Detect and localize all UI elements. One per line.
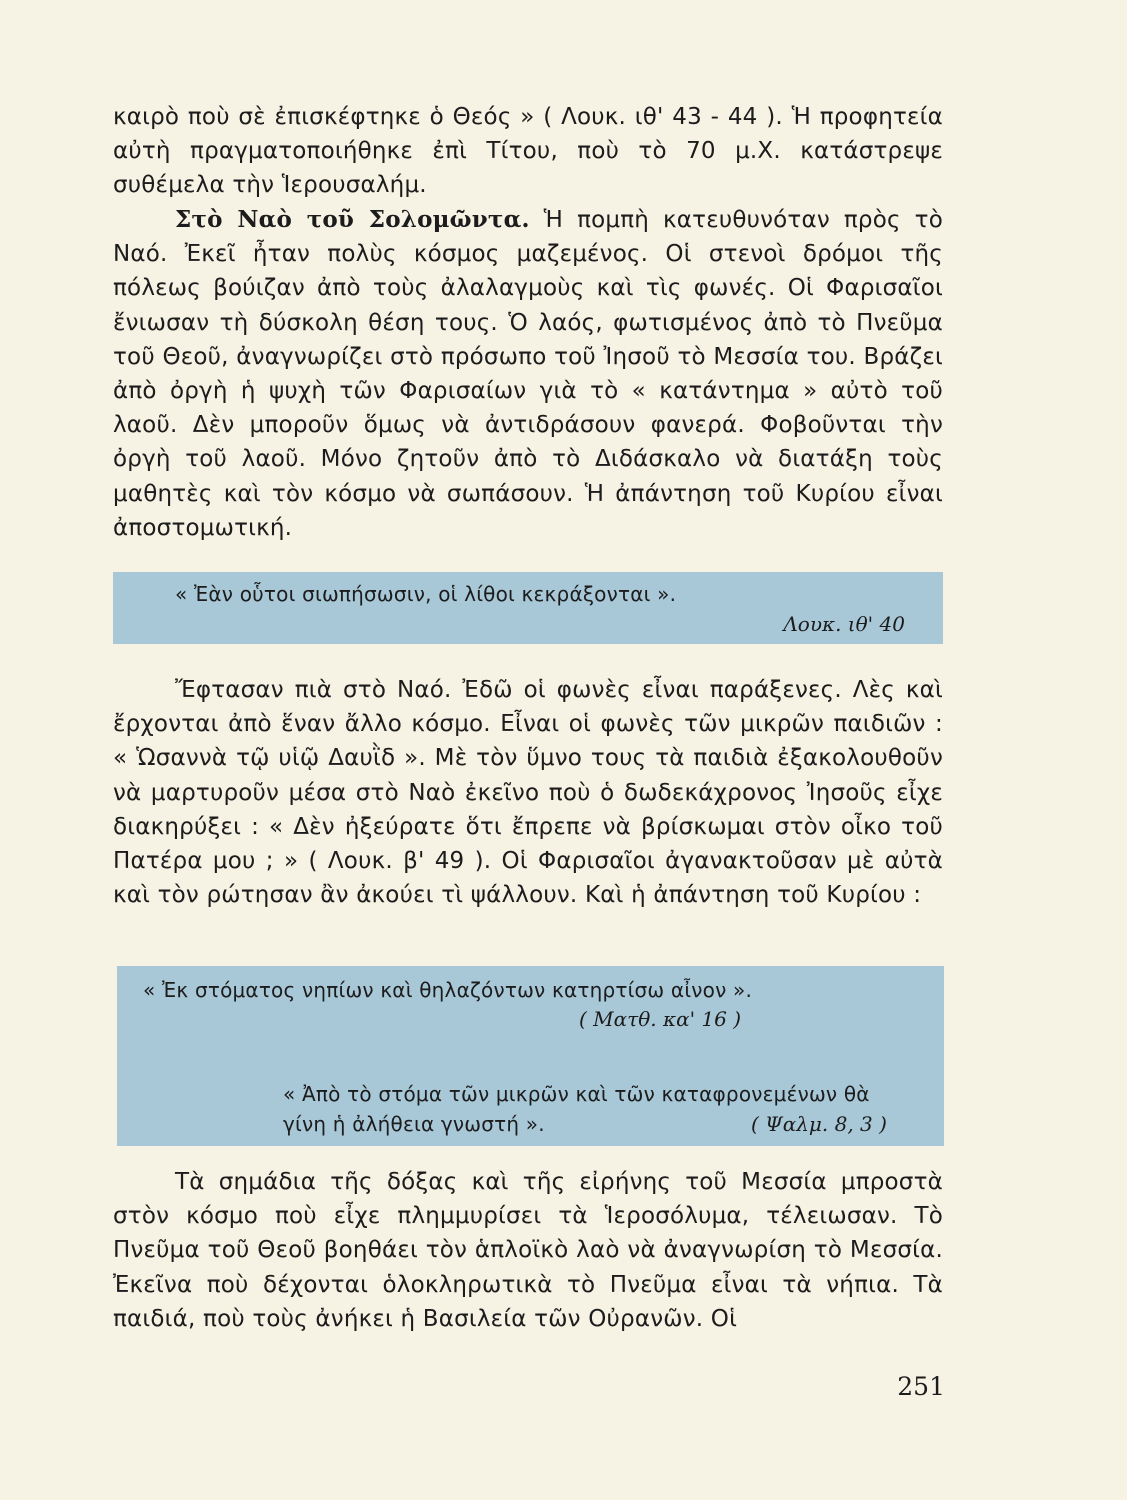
quote-2-reference: ( Ματθ. κα' 16 ) (579, 1007, 742, 1031)
quote-1-reference: Λουκ. ιθ' 40 (783, 612, 905, 636)
paragraph-4-text: Τὰ σημάδια τῆς δόξας καὶ τῆς εἰρήνης τοῦ Μεσσία μπροστὰ στὸν κόσμο ποὺ εἶχε πλημμυρίσει τὰ Ἱεροσόλυμα, τέλειωσαν. Τὸ Πνεῦμα τοῦ Θεοῦ βοηθάει τὸν ἁπλοϊκὸ λαὸ νὰ ἀναγνωρίση τὸ Μεσσία. Ἐκεῖνα ποὺ δέχονται ὁλοκληρωτικὰ τὸ Πνεῦμα εἶναι τὰ νήπια. Τὰ παιδιά, ποὺ τοὺς ἀνήκει ἡ Βασιλεία τῶν Οὐρανῶν. Οἱ (113, 1169, 943, 1332)
section-heading: Στὸ Ναὸ τοῦ Σολομῶντα. (175, 206, 530, 233)
paragraph-3 (113, 673, 943, 912)
page-number: 251 (897, 1372, 945, 1401)
quote-3-line-2: γίνη ἡ ἀλήθεια γνωστή ». (283, 1112, 545, 1136)
paragraph-2-text: Ἡ πομπὴ κατευθυνόταν πρὸς τὸ Ναό. Ἐκεῖ ἦταν πολὺς κόσμος μαζεμένος. Οἱ στενοὶ δρόμοι τῆς πόλεως βούιζαν ἀπὸ τοὺς ἀλαλαγμοὺς καὶ τὶς φωνές. Οἱ Φαρισαῖοι ἔνιωσαν τὴ δύσκολη θέση τους. Ὁ λαός, φωτισμένος ἀπὸ τὸ Πνεῦμα τοῦ Θεοῦ, ἀναγνωρίζει στὸ πρόσωπο τοῦ Ἰησοῦ τὸ Μεσσία του. Βράζει ἀπὸ ὀργὴ ἡ ψυχὴ τῶν Φαρισαίων γιὰ τὸ « κατάντημα » αὐτὸ τοῦ λαοῦ. Δὲν μποροῦν ὅμως νὰ ἀντιδράσουν φανερά. Φοβοῦνται τὴν ὀργὴ τοῦ λαοῦ. Μόνο ζητοῦν ἀπὸ τὸ Διδάσκαλο νὰ διατάξη τοὺς μαθητὲς καὶ τὸν κόσμο νὰ σωπάσουν. Ἡ ἀπάντηση τοῦ Κυρίου εἶναι ἀποστομωτική. (113, 207, 943, 541)
quote-3-reference: ( Ψαλμ. 8, 3 ) (751, 1112, 887, 1136)
quote-box-1 (113, 572, 943, 644)
paragraph-1 (113, 100, 943, 203)
quote-2-text: « Ἐκ στόματος νηπίων καὶ θηλαζόντων κατηρτίσω αἶνον ». (143, 978, 753, 1002)
paragraph-3-text: Ἔφτασαν πιὰ στὸ Ναό. Ἐδῶ οἱ φωνὲς εἶναι παράξενες. Λὲς καὶ ἔρχονται ἀπὸ ἕναν ἄλλο κόσμο. Εἶναι οἱ φωνὲς τῶν μικρῶν παιδιῶν : « Ὡσαννὰ τῷ υἱῷ Δαυῒδ ». Μὲ τὸν ὕμνο τους τὰ παιδιὰ ἐξακολουθοῦν νὰ μαρτυροῦν μέσα στὸ Ναὸ ἐκεῖνο ποὺ ὁ δωδεκάχρονος Ἰησοῦς εἶχε διακηρύξει : « Δὲν ἠξεύρατε ὅτι ἔπρεπε νὰ βρίσκωμαι στὸν οἶκο τοῦ Πατέρα μου ; » ( Λουκ. β' 49 ). Οἱ Φαρισαῖοι ἀγανακτοῦσαν μὲ αὐτὰ καὶ τὸν ρώτησαν ἂν ἀκούει τὶ ψάλλουν. Καὶ ἡ ἀπάντηση τοῦ Κυρίου : (113, 677, 943, 909)
paragraph-2 (113, 203, 943, 545)
quote-3-line-1: « Ἀπὸ τὸ στόμα τῶν μικρῶν καὶ τῶν καταφρονεμένων θὰ (283, 1082, 870, 1106)
quote-box-2 (117, 966, 944, 1146)
quote-1-text: « Ἐὰν οὗτοι σιωπήσωσιν, οἱ λίθοι κεκράξονται ». (175, 582, 677, 606)
paragraph-4 (113, 1165, 943, 1336)
paragraph-1-text: καιρὸ ποὺ σὲ ἐπισκέφτηκε ὁ Θεός » ( Λουκ. ιθ' 43 - 44 ). Ἡ προφητεία αὐτὴ πραγματοποιήθηκε ἐπὶ Τίτου, ποὺ τὸ 70 μ.Χ. κατάστρεψε συθέμελα τὴν Ἱερουσαλήμ. (113, 104, 943, 199)
